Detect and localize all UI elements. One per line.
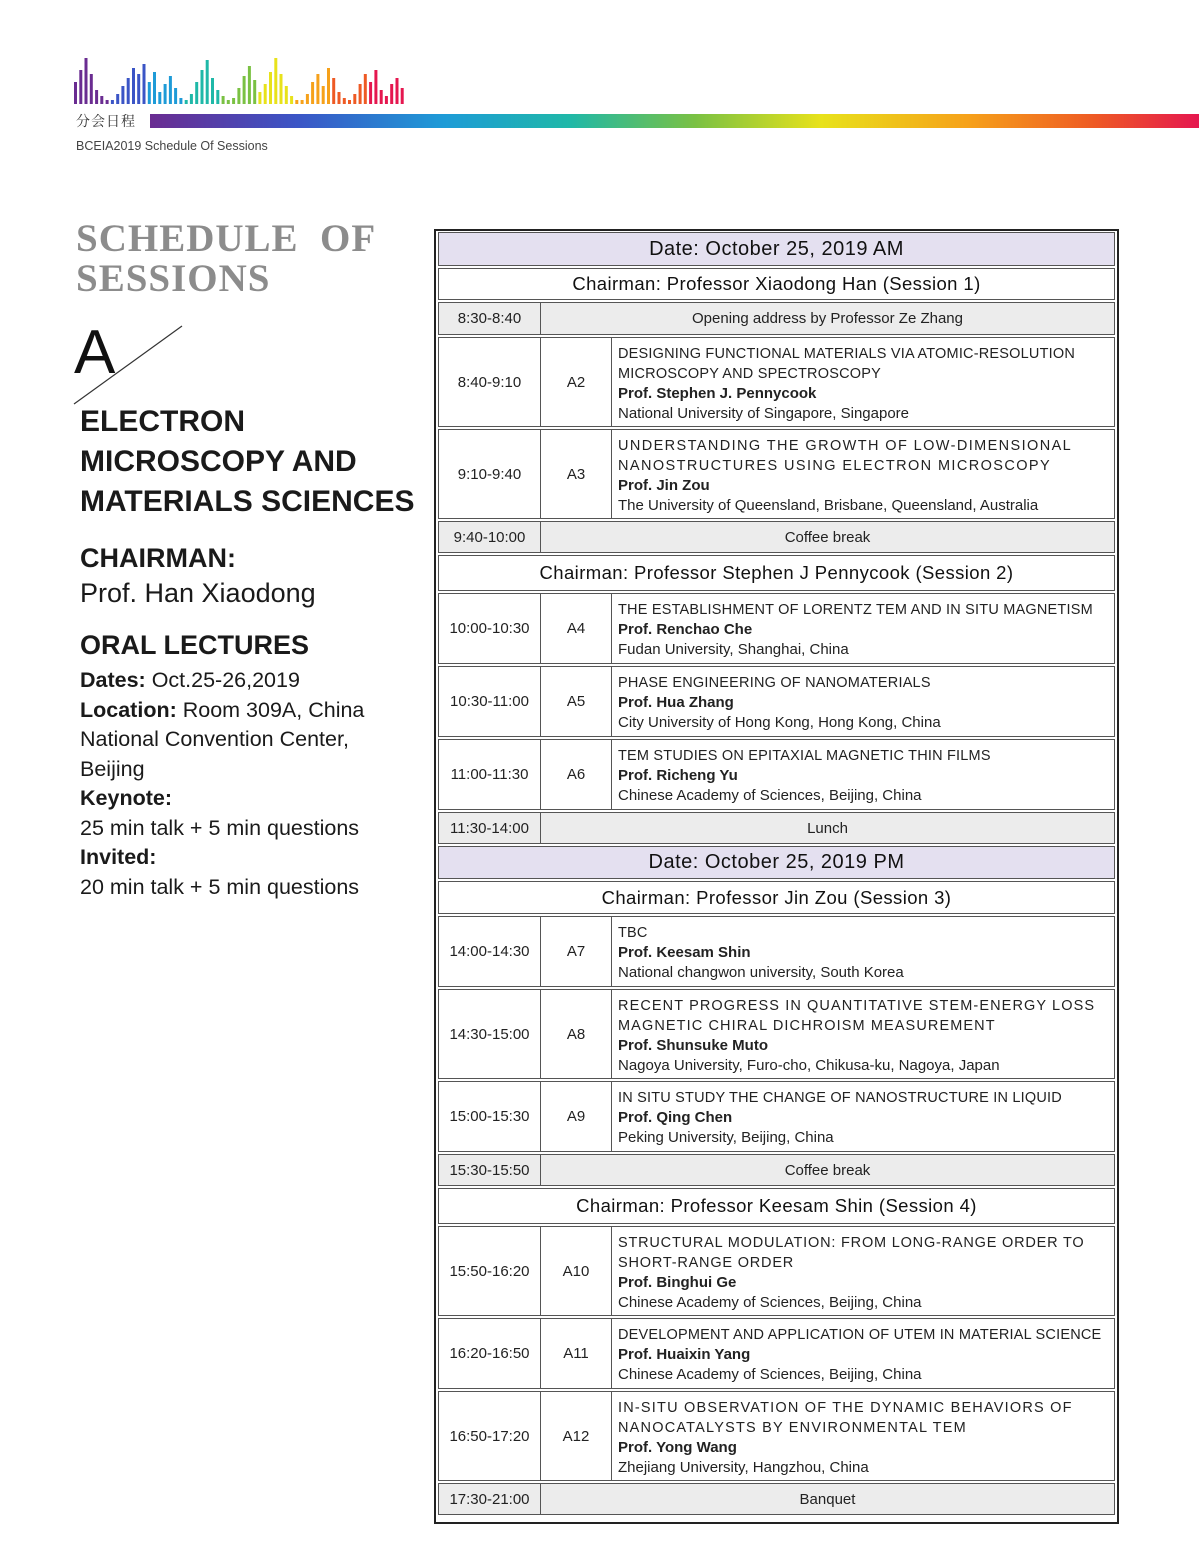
talk-affiliation: Zhejiang University, Hangzhou, China [618, 1459, 869, 1476]
talk-row-a8 [438, 989, 1115, 1079]
talk-title: DESIGNING FUNCTIONAL MATERIALS VIA ATOMIC-RESOLUTION MICROSCOPY AND SPECTROSCOPY [618, 346, 1076, 382]
invited-value: 20 min talk + 5 min questions [80, 874, 360, 899]
date-header-am: Date: October 25, 2019 AM [438, 232, 1115, 266]
talk-affiliation: Peking University, Beijing, China [618, 1129, 834, 1146]
code-cell: A5 [541, 667, 612, 736]
logo-bar [211, 78, 214, 104]
talk-info [612, 1319, 1114, 1388]
logo-bar [264, 84, 267, 104]
slash-decoration [70, 318, 190, 412]
talk-row-a11 [438, 1318, 1115, 1389]
logo-bar [396, 78, 399, 104]
talk-speaker: Prof. Hua Zhang [618, 694, 734, 711]
talk-speaker: Prof. Huaixin Yang [618, 1346, 751, 1363]
time-cell: 11:30-14:00 [439, 813, 541, 843]
talk-speaker: Prof. Renchao Che [618, 621, 753, 638]
talk-info [612, 1227, 1114, 1315]
logo-bar [190, 94, 193, 104]
session-4-chairman: Chairman: Professor Keesam Shin (Session 4) [438, 1188, 1115, 1224]
banquet-row [438, 1483, 1115, 1515]
talk-affiliation: Chinese Academy of Sciences, Beijing, China [618, 787, 922, 804]
logo-bar [201, 70, 204, 104]
logo-bar [216, 90, 219, 104]
code-cell: A8 [541, 990, 612, 1078]
logo-bar [343, 98, 346, 104]
logo-bar [348, 100, 351, 104]
talk-title: IN-SITU OBSERVATION OF THE DYNAMIC BEHAVIORS OF NANOCATALYSTS BY ENVIRONMENTAL TEM [618, 1400, 1073, 1436]
logo-bar [222, 96, 225, 104]
talk-affiliation: The University of Queensland, Brisbane, Queensland, Australia [618, 497, 1039, 514]
logo-bar [306, 94, 309, 104]
dates-value: Oct.25-26,2019 [151, 668, 300, 692]
time-cell: 15:30-15:50 [439, 1155, 541, 1185]
opening-row [438, 302, 1115, 335]
keynote-label: Keynote: [80, 786, 172, 810]
logo-bar [253, 80, 256, 104]
code-cell: A2 [541, 338, 612, 426]
time-cell: 15:50-16:20 [439, 1227, 541, 1315]
logo-bar [174, 88, 177, 104]
page-heading-line1: SCHEDULE OF [76, 217, 377, 260]
logo-bar [332, 78, 335, 104]
logo-bar [158, 92, 161, 104]
talk-title: PHASE ENGINEERING OF NANOMATERIALS [618, 675, 931, 691]
talk-speaker: Prof. Stephen J. Pennycook [618, 385, 817, 402]
talk-row-a2 [438, 337, 1115, 427]
time-cell: 10:00-10:30 [439, 594, 541, 663]
time-cell: 17:30-21:00 [439, 1484, 541, 1514]
logo-bar [327, 68, 330, 104]
talk-row-a3 [438, 429, 1115, 519]
time-cell: 9:10-9:40 [439, 430, 541, 518]
talk-affiliation: Nagoya University, Furo-cho, Chikusa-ku, Nagoya, Japan [618, 1057, 1000, 1074]
logo-bar [127, 78, 130, 104]
logo-bar [290, 96, 293, 104]
logo-bar [116, 94, 119, 104]
lunch-row [438, 812, 1115, 844]
time-cell: 10:30-11:00 [439, 667, 541, 736]
logo-bar [111, 100, 114, 104]
event-cell: Coffee break [784, 528, 871, 546]
code-cell: A4 [541, 594, 612, 663]
chairman-name: Prof. Han Xiaodong [80, 578, 316, 608]
dates-label: Dates: [80, 668, 146, 692]
logo-bar [153, 72, 156, 104]
logo-bar [185, 100, 188, 104]
talk-info [612, 594, 1114, 663]
logo-bar [380, 90, 383, 104]
logo-bar [132, 68, 135, 104]
oral-lectures-heading: ORAL LECTURES [80, 630, 310, 660]
logo-bar [143, 64, 146, 104]
talk-affiliation: City University of Hong Kong, Hong Kong, China [618, 714, 941, 731]
time-cell: 14:30-15:00 [439, 990, 541, 1078]
talk-row-a9 [438, 1081, 1115, 1152]
code-cell: A7 [541, 917, 612, 986]
bceia-logo-bars [74, 50, 406, 106]
logo-bar [338, 92, 341, 104]
location-label: Location: [80, 697, 177, 722]
coffee-break-row [438, 521, 1115, 553]
talk-affiliation: Fudan University, Shanghai, China [618, 641, 849, 658]
logo-bar [206, 60, 209, 104]
talk-row-a10 [438, 1226, 1115, 1316]
logo-bar [248, 66, 251, 104]
time-cell: 9:40-10:00 [439, 522, 541, 552]
logo-bar [85, 58, 88, 104]
code-cell: A11 [541, 1319, 612, 1388]
logo-bar [79, 70, 82, 104]
talk-speaker: Prof. Qing Chen [618, 1109, 733, 1126]
logo-bar [164, 84, 167, 104]
talk-info [612, 740, 1114, 809]
invited-label: Invited: [80, 845, 157, 869]
session-1-chairman: Chairman: Professor Xiaodong Han (Session 1) [438, 268, 1115, 300]
logo-bar [316, 74, 319, 104]
talk-title: THE ESTABLISHMENT OF LORENTZ TEM AND IN SITU MAGNETISM [618, 602, 1093, 618]
logo-bar [269, 72, 272, 104]
talk-title: DEVELOPMENT AND APPLICATION OF UTEM IN MATERIAL SCIENCE [618, 1327, 1102, 1343]
logo-bar [322, 86, 325, 104]
logo-bar [169, 76, 172, 104]
talk-row-a5 [438, 666, 1115, 737]
oral-lectures-info [80, 666, 410, 902]
logo-bar [227, 100, 230, 104]
talk-info [612, 667, 1114, 736]
session-2-chairman: Chairman: Professor Stephen J Pennycook (Session 2) [438, 555, 1115, 591]
talk-info [612, 990, 1114, 1078]
code-cell: A12 [541, 1392, 612, 1480]
talk-affiliation: National University of Singapore, Singapore [618, 405, 909, 422]
talk-affiliation: Chinese Academy of Sciences, Beijing, China [618, 1294, 922, 1311]
time-cell: 8:40-9:10 [439, 338, 541, 426]
talk-speaker: Prof. Richeng Yu [618, 767, 738, 784]
logo-bar [374, 70, 377, 104]
date-header-pm: Date: October 25, 2019 PM [438, 846, 1115, 879]
code-cell: A10 [541, 1227, 612, 1315]
logo-bar [280, 74, 283, 104]
keynote-value: 25 min talk + 5 min questions [80, 815, 360, 840]
logo-bar [137, 74, 140, 104]
logo-bar [95, 90, 98, 104]
talk-info [612, 1392, 1114, 1480]
talk-speaker: Prof. Shunsuke Muto [618, 1037, 768, 1054]
logo-bar [90, 74, 93, 104]
logo-bar [232, 98, 235, 104]
logo-bar [237, 88, 240, 104]
talk-title: TBC [618, 925, 648, 941]
time-cell: 16:50-17:20 [439, 1392, 541, 1480]
time-cell: 11:00-11:30 [439, 740, 541, 809]
event-cell: Lunch [807, 819, 848, 837]
section-title [80, 402, 420, 522]
section-title-line1: ELECTRON [80, 405, 245, 438]
header-gradient-line [150, 114, 1199, 128]
session-3-chairman: Chairman: Professor Jin Zou (Session 3) [438, 881, 1115, 914]
section-title-line2: MICROSCOPY AND [80, 445, 357, 478]
talk-title: TEM STUDIES ON EPITAXIAL MAGNETIC THIN FILMS [618, 748, 991, 764]
logo-bar [364, 74, 367, 104]
logo-bar [385, 96, 388, 104]
logo-bar [359, 84, 362, 104]
logo-bar [274, 58, 277, 104]
logo-bar [353, 94, 356, 104]
logo-bar [148, 82, 151, 104]
talk-title: RECENT PROGRESS IN QUANTITATIVE STEM-ENERGY LOSS MAGNETIC CHIRAL DICHROISM MEASUREMENT [618, 998, 1096, 1034]
logo-bar [179, 98, 182, 104]
logo-bar [295, 100, 298, 104]
talk-affiliation: National changwon university, South Korea [618, 964, 904, 981]
talk-speaker: Prof. Jin Zou [618, 477, 710, 494]
logo-bar [285, 86, 288, 104]
talk-row-a12 [438, 1391, 1115, 1481]
talk-row-a7 [438, 916, 1115, 987]
section-title-line3: MATERIALS SCIENCES [80, 485, 415, 518]
code-cell: A6 [541, 740, 612, 809]
time-cell: 15:00-15:30 [439, 1082, 541, 1151]
talk-speaker: Prof. Binghui Ge [618, 1274, 737, 1291]
talk-title: IN SITU STUDY THE CHANGE OF NANOSTRUCTURE IN LIQUID [618, 1090, 1062, 1106]
event-cell: Opening address by Professor Ze Zhang [692, 310, 963, 327]
logo-bar [369, 82, 372, 104]
talk-row-a6 [438, 739, 1115, 810]
logo-bar [311, 82, 314, 104]
talk-info [612, 1082, 1114, 1151]
logo-bar [258, 92, 261, 104]
time-cell: 8:30-8:40 [439, 303, 541, 334]
coffee-break-row [438, 1154, 1115, 1186]
code-cell: A3 [541, 430, 612, 518]
talk-row-a4 [438, 593, 1115, 664]
event-cell: Banquet [799, 1490, 856, 1508]
logo-bar [390, 84, 393, 104]
logo-bar [401, 88, 404, 104]
talk-speaker: Prof. Yong Wang [618, 1439, 737, 1456]
code-cell: A9 [541, 1082, 612, 1151]
header-subtitle: BCEIA2019 Schedule Of Sessions [76, 139, 268, 153]
logo-bar [106, 100, 109, 104]
talk-title: STRUCTURAL MODULATION: FROM LONG-RANGE ORDER TO SHORT-RANGE ORDER [618, 1235, 1085, 1271]
talk-info [612, 917, 1114, 986]
logo-bar [121, 86, 124, 104]
talk-affiliation: Chinese Academy of Sciences, Beijing, China [618, 1366, 922, 1383]
page-heading-line2: SESSIONS [76, 257, 271, 300]
talk-title: UNDERSTANDING THE GROWTH OF LOW-DIMENSIONAL NANOSTRUCTURES USING ELECTRON MICROSCOPY [618, 438, 1072, 474]
talk-info [612, 338, 1114, 426]
location-value: Room 309A, China National Convention Center, Beijing [80, 697, 365, 781]
schedule-table [434, 229, 1119, 1524]
logo-bar [301, 100, 304, 104]
talk-speaker: Prof. Keesam Shin [618, 944, 751, 961]
chairman-label: CHAIRMAN: [80, 543, 236, 573]
logo-bar [243, 76, 246, 104]
logo-bar [100, 96, 103, 104]
section-letter: A [74, 318, 116, 387]
talk-info [612, 430, 1114, 518]
logo-bar [195, 82, 198, 104]
time-cell: 16:20-16:50 [439, 1319, 541, 1388]
page-heading [76, 219, 396, 299]
header-title-cn: 分会日程 [76, 113, 136, 129]
logo-bar [74, 82, 77, 104]
event-cell: Coffee break [784, 1161, 871, 1179]
time-cell: 14:00-14:30 [439, 917, 541, 986]
